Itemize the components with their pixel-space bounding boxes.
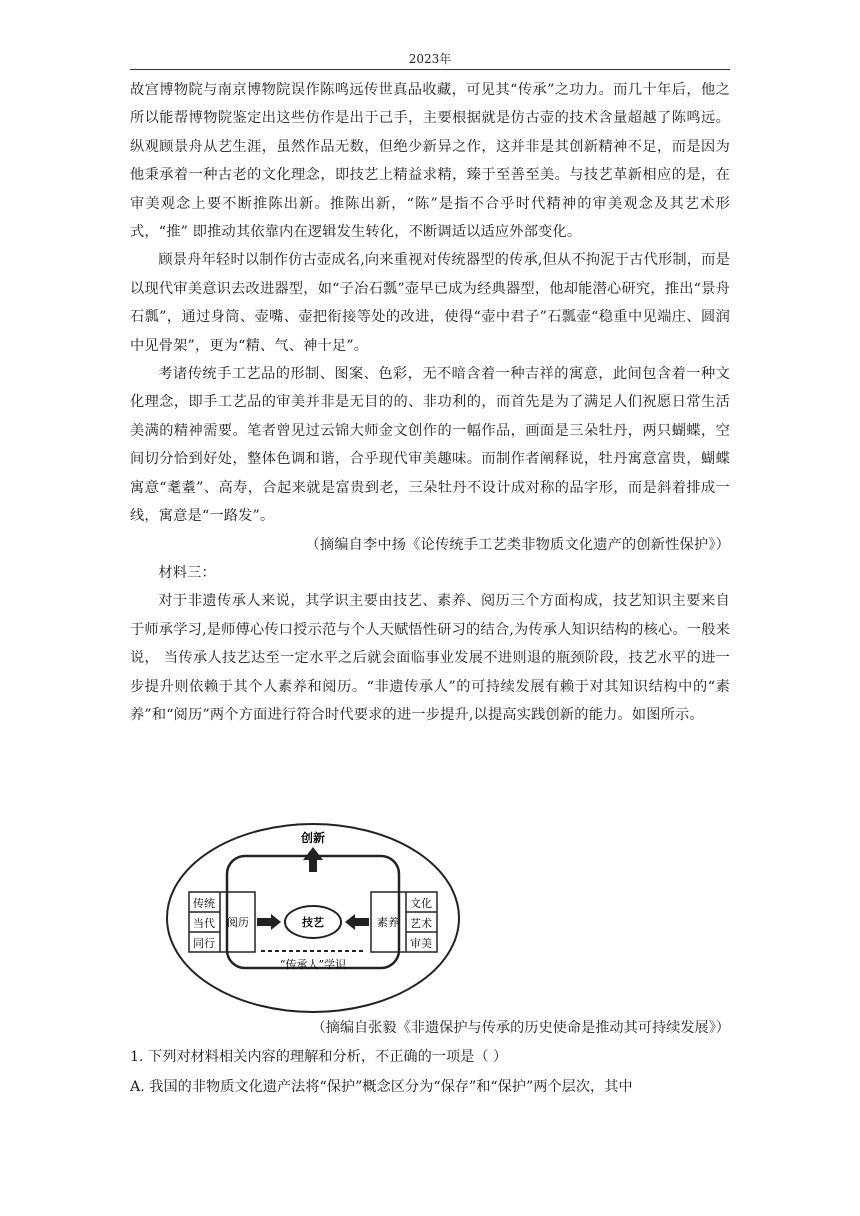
right-box-item-3: 审美 <box>410 937 432 950</box>
center-label: 技艺 <box>302 916 324 929</box>
left-box-item-2: 当代 <box>193 917 215 930</box>
knowledge-structure-diagram <box>163 818 463 1014</box>
page-header-year: 2023年 <box>408 52 452 66</box>
header-divider <box>130 69 730 70</box>
option-a: A. 我国的非物质文化遗产法将“保护”概念区分为“保存”和“保护”两个层次，其中 <box>130 1079 633 1095</box>
question-block <box>130 1042 730 1102</box>
article-body <box>130 76 730 729</box>
left-box-item-1: 传统 <box>193 897 215 910</box>
material-3-paragraph: 对于非遗传承人来说，其学识主要由技艺、素养、阅历三个方面构成，技艺知识主要来自于师承学习,是师傅心传口授示范与个人天赋悟性研习的结合,为传承人知识结构的核心。一般来说， 当传承人技艺达至一定水平之后就会面临事业发展不进则退的瓶颈阶段，技艺水平的进一步提升则依赖于其个人素养和阅历。“非遗传承人”的可持续发展有赖于对其知识结构中的“素养”和“阅历”两个方面进行符合时代要求的进一步提升,以提高实践创新的能力。如图所示。 <box>130 593 730 723</box>
diagram-top-label: 创新 <box>300 831 326 845</box>
right-arrow-icon <box>257 914 281 930</box>
left-arrow-icon <box>345 914 369 930</box>
diagram-bottom-label: “传承人”学识 <box>279 958 347 971</box>
right-box-item-2: 艺术 <box>410 917 432 930</box>
paragraph-2: 顾景舟年轻时以制作仿古壶成名,向来重视对传统器型的传承,但从不拘泥于古代形制，而是以现代审美意识去改进器型，如“子冶石瓢”壶早已成为经典器型，他却能潜心研究，推出“景舟石瓢”，通过身筒、壶嘴、壶把衔接等处的改进，使得“壶中君子”石瓢壶“稳重中见端庄、圆润中见骨架”，更为“精、气、神十足”。 <box>130 252 730 354</box>
figure-citation: （摘编自张毅《非遗保护与传承的历史使命是推动其可持续发展》） <box>311 1020 730 1036</box>
material-3-heading: 材料三： <box>158 564 216 581</box>
left-box-item-3: 同行 <box>193 937 215 950</box>
paragraph-1: 故宫博物院与南京博物院误作陈鸣远传世真品收藏，可见其“传承”之功力。而几十年后，他之所以能帮博物院鉴定出这些仿作是出于己手，主要根据就是仿古壶的技术含量超越了陈鸣远。纵观顾景舟从艺生涯，虽然作品无数，但绝少新异之作，这并非是其创新精神不足，而是因为他秉承着一种古老的文化理念，即技艺上精益求精，臻于至善至美。与技艺革新相应的是，在审美观念上要不断推陈出新。推陈出新，“陈”是指不合乎时代精神的审美观念及其艺术形式，“推” 即推动其依靠内在逻辑发生转化，不断调适以适应外部变化。 <box>130 82 730 241</box>
right-label: 素养 <box>377 916 399 929</box>
citation-material-2: （摘编自李中扬《论传统手工艺类非物质文化遗产的创新性保护》） <box>305 536 730 553</box>
left-label: 阅历 <box>227 916 249 929</box>
right-box-item-1: 文化 <box>410 897 432 910</box>
question-stem: 1. 下列对材料相关内容的理解和分析，不正确的一项是（ ） <box>130 1049 508 1065</box>
paragraph-3: 考诸传统手工艺品的形制、图案、色彩，无不暗含着一种吉祥的寓意，此间包含着一种文化理念，即手工艺品的审美并非是无目的的、非功利的，而首先是为了满足人们祝愿日常生活美满的精神需要。笔者曾见过云锦大师金文创作的一幅作品，画面是三朵牡丹，两只蝴蝶，空间切分恰到好处，整体色调和谐，合乎现代审美趣味。而制作者阐释说，牡丹寓意富贵，蝴蝶寓意“耄耋”、高寿，合起来就是富贵到老，三朵牡丹不设计成对称的品字形，而是斜着排成一线，寓意是“一路发”。 <box>130 366 730 525</box>
